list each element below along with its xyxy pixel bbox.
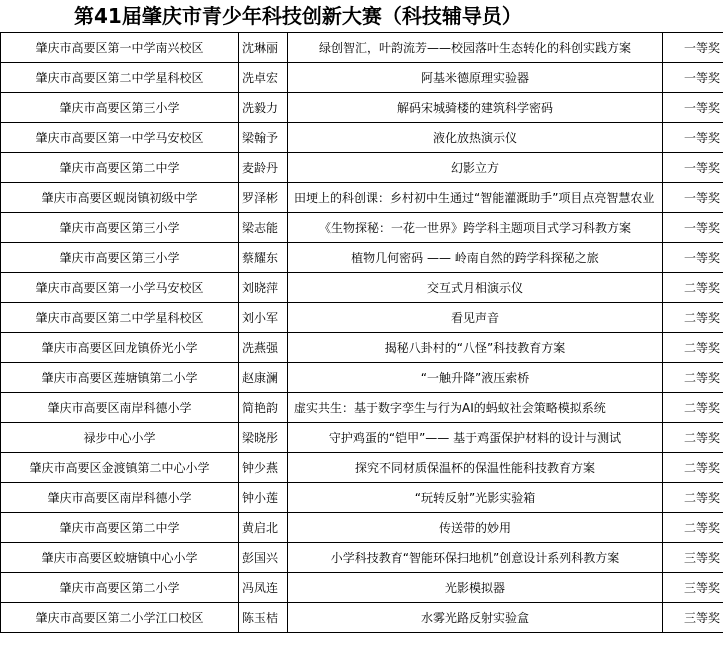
advisor-name-cell: 冼卓宏 bbox=[239, 63, 288, 93]
school-cell: 肇庆市高要区第二小学 bbox=[1, 573, 239, 603]
award-cell: 一等奖 bbox=[663, 93, 723, 123]
school-cell: 肇庆市高要区第二小学江口校区 bbox=[1, 603, 239, 633]
school-cell: 肇庆市高要区金渡镇第二中心小学 bbox=[1, 453, 239, 483]
project-cell: 守护鸡蛋的“铠甲”—— 基于鸡蛋保护材料的设计与测试 bbox=[288, 423, 663, 453]
project-cell: 液化放热演示仪 bbox=[288, 123, 663, 153]
school-cell: 肇庆市高要区第一小学马安校区 bbox=[1, 273, 239, 303]
table-row bbox=[1, 423, 723, 453]
advisor-name-cell: 刘晓萍 bbox=[239, 273, 288, 303]
project-cell: 绿创智汇，叶韵流芳——校园落叶生态转化的科创实践方案 bbox=[288, 33, 663, 63]
award-cell: 一等奖 bbox=[663, 153, 723, 183]
table-row bbox=[1, 603, 723, 633]
table-row bbox=[1, 243, 723, 273]
table-row bbox=[1, 123, 723, 153]
advisor-name-cell: 梁志能 bbox=[239, 213, 288, 243]
table-row bbox=[1, 93, 723, 123]
awards-table bbox=[0, 32, 723, 633]
school-cell: 肇庆市高要区蛟塘镇中心小学 bbox=[1, 543, 239, 573]
table-row bbox=[1, 363, 723, 393]
school-cell: 肇庆市高要区第二中学 bbox=[1, 153, 239, 183]
award-cell: 一等奖 bbox=[663, 33, 723, 63]
award-cell: 三等奖 bbox=[663, 543, 723, 573]
award-cell: 二等奖 bbox=[663, 423, 723, 453]
award-cell: 一等奖 bbox=[663, 123, 723, 153]
award-cell: 二等奖 bbox=[663, 393, 723, 423]
advisor-name-cell: 蔡耀东 bbox=[239, 243, 288, 273]
advisor-name-cell: 冼燕强 bbox=[239, 333, 288, 363]
table-row bbox=[1, 63, 723, 93]
advisor-name-cell: 钟小莲 bbox=[239, 483, 288, 513]
award-cell: 二等奖 bbox=[663, 513, 723, 543]
table-row bbox=[1, 183, 723, 213]
table-row bbox=[1, 213, 723, 243]
school-cell: 肇庆市高要区第一中学马安校区 bbox=[1, 123, 239, 153]
school-cell: 肇庆市高要区第二中学星科校区 bbox=[1, 63, 239, 93]
school-cell: 肇庆市高要区莲塘镇第二小学 bbox=[1, 363, 239, 393]
advisor-name-cell: 冯凤连 bbox=[239, 573, 288, 603]
table-row bbox=[1, 333, 723, 363]
school-cell: 肇庆市高要区第一中学南兴校区 bbox=[1, 33, 239, 63]
project-cell: 植物几何密码 —— 岭南自然的跨学科探秘之旅 bbox=[288, 243, 663, 273]
table-row bbox=[1, 483, 723, 513]
advisor-name-cell: 刘小军 bbox=[239, 303, 288, 333]
project-cell: 探究不同材质保温杯的保温性能科技教育方案 bbox=[288, 453, 663, 483]
page-title: 第41届肇庆市青少年科技创新大赛（科技辅导员） bbox=[74, 4, 522, 28]
school-cell: 肇庆市高要区南岸科德小学 bbox=[1, 393, 239, 423]
school-cell: 肇庆市高要区第二中学星科校区 bbox=[1, 303, 239, 333]
advisor-name-cell: 黄启北 bbox=[239, 513, 288, 543]
project-cell: 小学科技教育“智能环保扫地机”创意设计系列科教方案 bbox=[288, 543, 663, 573]
award-cell: 一等奖 bbox=[663, 63, 723, 93]
project-cell: 水雾光路反射实验盒 bbox=[288, 603, 663, 633]
table-row bbox=[1, 573, 723, 603]
advisor-name-cell: 梁晓彤 bbox=[239, 423, 288, 453]
project-cell: 看见声音 bbox=[288, 303, 663, 333]
award-cell: 三等奖 bbox=[663, 573, 723, 603]
award-cell: 一等奖 bbox=[663, 243, 723, 273]
table-row bbox=[1, 33, 723, 63]
school-cell: 禄步中心小学 bbox=[1, 423, 239, 453]
school-cell: 肇庆市高要区第三小学 bbox=[1, 93, 239, 123]
school-cell: 肇庆市高要区第三小学 bbox=[1, 213, 239, 243]
advisor-name-cell: 赵康澜 bbox=[239, 363, 288, 393]
advisor-name-cell: 冼毅力 bbox=[239, 93, 288, 123]
school-cell: 肇庆市高要区第三小学 bbox=[1, 243, 239, 273]
project-cell: 传送带的妙用 bbox=[288, 513, 663, 543]
school-cell: 肇庆市高要区第二中学 bbox=[1, 513, 239, 543]
award-cell: 二等奖 bbox=[663, 363, 723, 393]
project-cell: “一触升降”液压索桥 bbox=[288, 363, 663, 393]
advisor-name-cell: 钟少燕 bbox=[239, 453, 288, 483]
table-row bbox=[1, 513, 723, 543]
project-cell: 田埂上的科创课：乡村初中生通过“智能灌溉助手”项目点亮智慧农业 bbox=[288, 183, 663, 213]
project-cell: 解码宋城骑楼的建筑科学密码 bbox=[288, 93, 663, 123]
project-cell: 交互式月相演示仪 bbox=[288, 273, 663, 303]
table-row bbox=[1, 393, 723, 423]
school-cell: 肇庆市高要区蚬岗镇初级中学 bbox=[1, 183, 239, 213]
project-cell: “玩转反射”光影实验箱 bbox=[288, 483, 663, 513]
award-cell: 二等奖 bbox=[663, 453, 723, 483]
award-cell: 三等奖 bbox=[663, 603, 723, 633]
table-row bbox=[1, 273, 723, 303]
project-cell: 虚实共生：基于数字孪生与行为AI的蚂蚁社会策略模拟系统 bbox=[288, 393, 663, 423]
award-cell: 二等奖 bbox=[663, 483, 723, 513]
award-cell: 一等奖 bbox=[663, 213, 723, 243]
advisor-name-cell: 罗泽彬 bbox=[239, 183, 288, 213]
table-row bbox=[1, 153, 723, 183]
award-cell: 二等奖 bbox=[663, 303, 723, 333]
project-cell: 阿基米德原理实验器 bbox=[288, 63, 663, 93]
table-row bbox=[1, 543, 723, 573]
project-cell: 光影模拟器 bbox=[288, 573, 663, 603]
school-cell: 肇庆市高要区回龙镇侨光小学 bbox=[1, 333, 239, 363]
advisor-name-cell: 彭国兴 bbox=[239, 543, 288, 573]
advisor-name-cell: 简艳韵 bbox=[239, 393, 288, 423]
project-cell: 揭秘八卦村的“八怪”科技教育方案 bbox=[288, 333, 663, 363]
award-cell: 一等奖 bbox=[663, 183, 723, 213]
advisor-name-cell: 梁翰予 bbox=[239, 123, 288, 153]
table-row bbox=[1, 303, 723, 333]
school-cell: 肇庆市高要区南岸科德小学 bbox=[1, 483, 239, 513]
project-cell: 幻影立方 bbox=[288, 153, 663, 183]
advisor-name-cell: 沈琳丽 bbox=[239, 33, 288, 63]
advisor-name-cell: 麦龄丹 bbox=[239, 153, 288, 183]
advisor-name-cell: 陈玉桔 bbox=[239, 603, 288, 633]
project-cell: 《生物探秘：一花一世界》跨学科主题项目式学习科教方案 bbox=[288, 213, 663, 243]
award-cell: 二等奖 bbox=[663, 273, 723, 303]
table-row bbox=[1, 453, 723, 483]
award-cell: 二等奖 bbox=[663, 333, 723, 363]
